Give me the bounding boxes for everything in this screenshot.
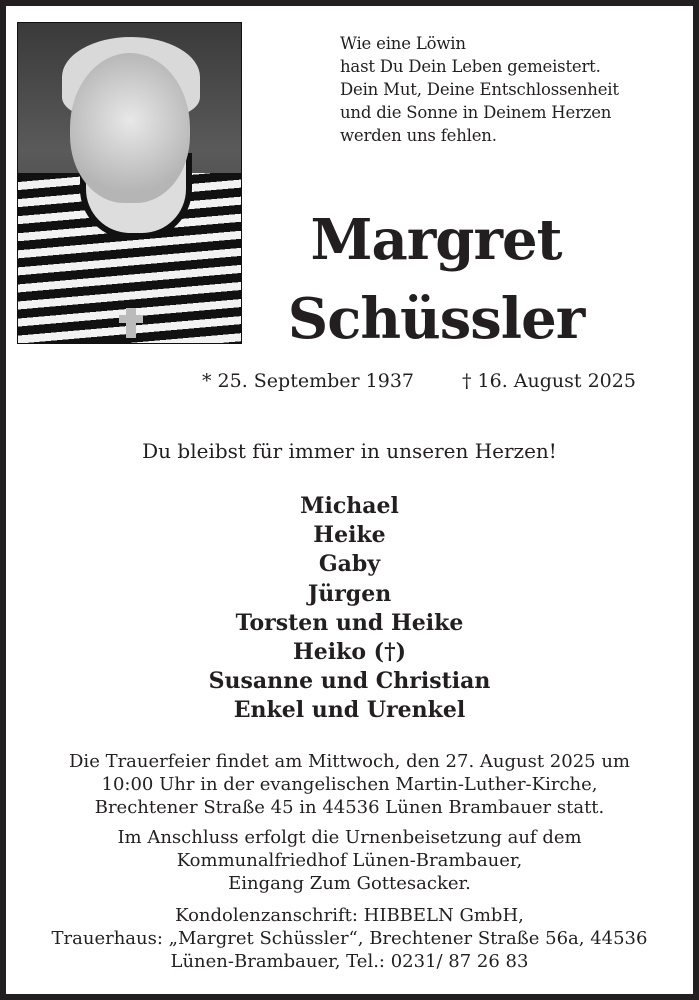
poem [340, 32, 619, 147]
poem-line: Wie eine Löwin [340, 34, 466, 53]
family-member: Gaby [318, 551, 381, 578]
family-list [6, 492, 693, 726]
motto: Du bleibst für immer in unseren Herzen! [142, 439, 557, 463]
family-member: Susanne und Christian [208, 668, 491, 695]
family-member: Heike [313, 522, 386, 549]
family-member: Michael [300, 493, 399, 519]
birth-date: * 25. September 1937 [202, 370, 414, 392]
cross-pendant-icon [126, 308, 136, 338]
poem-line: werden uns fehlen. [340, 126, 497, 145]
poem-line: Dein Mut, Deine Entschlossenheit [340, 80, 619, 99]
burial-line: Kommunalfriedhof Lünen-Brambauer, [176, 850, 523, 871]
burial-info [6, 826, 693, 895]
portrait-photo [17, 22, 242, 344]
face [70, 53, 190, 203]
family-member: Heiko (†) [292, 639, 407, 666]
obituary-notice [6, 6, 693, 994]
burial-line: Eingang Zum Gottesacker. [228, 873, 471, 894]
ceremony-line: 10:00 Uhr in der evangelischen Martin-Luther-Kirche, [101, 774, 598, 795]
condolence-address [6, 904, 693, 973]
family-member: Torsten und Heike [235, 609, 464, 636]
condolence-line: Trauerhaus: „Margret Schüssler“, Brechtener Straße 56a, 44536 [51, 928, 648, 949]
poem-line: und die Sonne in Deinem Herzen [340, 103, 612, 122]
ceremony-info [6, 750, 693, 819]
condolence-line: Kondolenzanschrift: HIBBELN GmbH, [175, 905, 524, 926]
poem-line: hast Du Dein Leben gemeistert. [340, 57, 601, 76]
burial-line: Im Anschluss erfolgt die Urnenbeisetzung auf dem [117, 827, 582, 848]
condolence-line: Lünen-Brambauer, Tel.: 0231/ 87 26 83 [170, 951, 529, 972]
deceased-first-name: Margret [310, 207, 562, 273]
death-date: † 16. August 2025 [462, 370, 636, 392]
ceremony-line: Brechtener Straße 45 in 44536 Lünen Brambauer statt. [94, 797, 605, 818]
family-member: Jürgen [307, 580, 392, 607]
deceased-last-name: Schüssler [287, 286, 585, 352]
ceremony-line: Die Trauerfeier findet am Mittwoch, den 27. August 2025 um [69, 751, 630, 772]
family-member: Enkel und Urenkel [233, 697, 466, 724]
